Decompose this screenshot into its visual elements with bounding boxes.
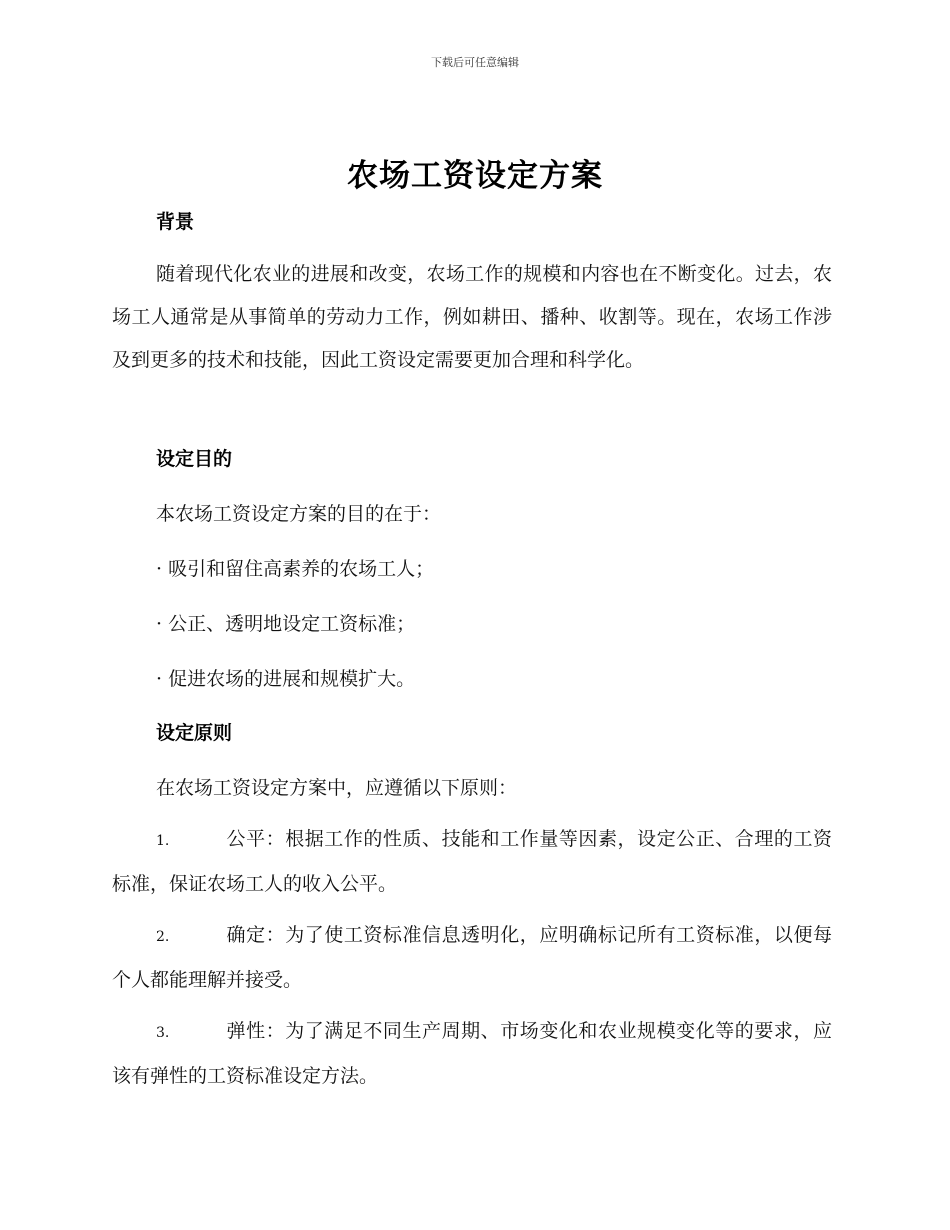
section-heading-principles: 设定原则 [156,722,233,744]
purpose-intro: 本农场工资设定方案的目的在于： [156,503,442,525]
purpose-bullet: · 吸引和留住高素养的农场工人； [156,558,435,580]
principle-number: 1. [156,833,170,849]
document-title: 农场工资设定方案 [347,158,603,194]
principle-text: 弹性：为了满足不同生产周期、市场变化和农业规模变化等的要求，应该有弹性的工资标准设定方法。 [112,1020,832,1087]
principle-number: 2. [156,929,170,945]
principle-item [112,914,832,1002]
principle-text: 公平：根据工作的性质、技能和工作量等因素，设定公正、合理的工资标准，保证农场工人的收入公平。 [112,828,832,895]
section-heading-purpose: 设定目的 [156,448,233,470]
purpose-bullet: · 公正、透明地设定工资标准； [156,613,416,635]
section-heading-background: 背景 [156,211,195,233]
principle-text: 确定：为了使工资标准信息透明化，应明确标记所有工资标准，以便每个人都能理解并接受。 [112,924,832,991]
purpose-bullet: · 促进农场的进展和规模扩大。 [156,668,416,690]
principles-intro: 在农场工资设定方案中，应遵循以下原则： [156,777,518,799]
principle-item [112,1010,832,1098]
principle-number: 3. [156,1025,170,1041]
header-note: 下载后可任意编辑 [431,56,519,69]
principle-item [112,818,832,906]
background-paragraph: 随着现代化农业的进展和改变，农场工作的规模和内容也在不断变化。过去，农场工人通常是从事简单的劳动力工作，例如耕田、播种、收割等。现在，农场工作涉及到更多的技术和技能，因此工资设定需要更加合理和科学化。 [112,263,832,371]
